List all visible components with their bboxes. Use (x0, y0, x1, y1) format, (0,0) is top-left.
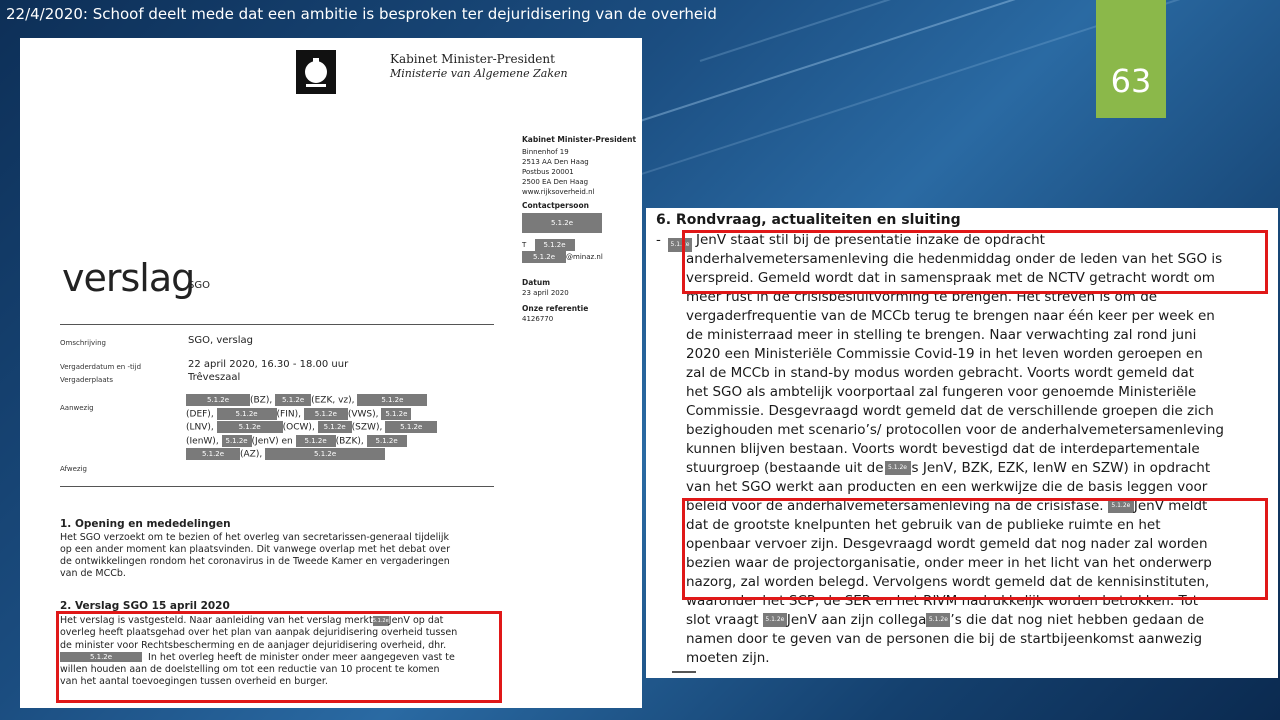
slide-number: 63 (1110, 62, 1152, 100)
redaction-block: 5.1.2e (535, 239, 575, 251)
datum-tijd-value: 22 april 2020, 16.30 - 18.00 uur (188, 359, 349, 370)
highlight-box (682, 498, 1268, 600)
slide-number-tab (1096, 0, 1166, 118)
text-line: dat de grootste knelpunten het gebruik van de publieke ruimte en het (686, 517, 1161, 533)
redaction-block: 5.1.2e (522, 251, 566, 263)
text-span: stuurgroep (bestaande uit de (686, 460, 884, 476)
redaction-block: 5.1.2e (385, 421, 437, 433)
redaction-block: 5.1.2e (522, 213, 602, 233)
right-document (646, 208, 1278, 678)
text-span: s JenV, BZK, EZK, IenW en SZW) in opdracht (911, 460, 1211, 476)
redaction-block: 5.1.2e (217, 408, 277, 420)
doc-heading-sub: SGO (188, 280, 210, 291)
section6-title: 6. Rondvraag, actualiteiten en sluiting (656, 212, 961, 228)
datum-tijd-label: Vergaderdatum en -tijd (60, 363, 142, 371)
text-line: Het SGO verzoekt om te bezien of het overleg van secretarissen-generaal tijdelijk (60, 532, 450, 543)
redaction-block: 5.1.2e (367, 435, 407, 447)
section1-text (60, 532, 450, 580)
crest-icon (296, 50, 336, 94)
org-sub: Ministerie van Algemene Zaken (390, 67, 568, 80)
aanwezig-label: Aanwezig (60, 404, 94, 412)
attendee-list: 5.1.2e (BZ), 5.1.2e (EZK, vz), 5.1.2e (DEF), 5.1.2e (FIN), 5.1.2e (VWS), 5.1.2e (LNV), 5.1.2e (OCW), 5.1.2e (SZW), 5.1.2e (IenW), 5.1.2e (JenV) en 5.1.2e (BZK), 5.1.2e 5.1.2e (AZ), 5.1.2e (186, 394, 476, 462)
text-line: de ontwikkelingen rondom het coronavirus in de Tweede Kamer en vergaderingen (60, 556, 450, 567)
datum-label: Datum (522, 278, 551, 287)
text-line: van de MCCb. (60, 568, 126, 579)
redaction-block: 5.1.2e (885, 461, 911, 475)
text-line: de ministerraad meer in stelling te brengen. Naar verwachting zal rond juni (686, 327, 1197, 343)
redaction-block: 5.1.2e (357, 394, 427, 406)
address-line: 2513 AA Den Haag (522, 158, 589, 166)
text-line: verspreid. Gemeld wordt dat in samenspraak met de NCTV getracht wordt om (686, 270, 1215, 286)
text-line: overleg heeft plaatsgehad over het plan van aanpak dejuridisering overheid tussen (60, 627, 458, 639)
text-line (686, 612, 1204, 628)
redaction-block: 5.1.2e (222, 435, 252, 447)
text-line: bezien waar de projectorganisatie, onder meer in het licht van het onderwerp (686, 555, 1212, 571)
text-line: Commissie. Desgevraagd wordt gemeld dat de verschillende groepen die zich (686, 403, 1214, 419)
address-line: www.rijksoverheid.nl (522, 188, 595, 196)
slide-title: 22/4/2020: Schoof deelt mede dat een ambitie is besproken ter dejuridisering van de overheid (6, 5, 717, 23)
sidebar-info (522, 134, 642, 325)
text-line: openbaar vervoer zijn. Desgevraagd wordt gemeld dat nog nader zal worden (686, 536, 1208, 552)
text-line: anderhalvemetersamenleving die hedenmiddag onder de leden van het SGO is (686, 251, 1223, 267)
omschrijving-value: SGO, verslag (188, 335, 253, 346)
sidebar-head: Kabinet Minister-President (522, 135, 637, 144)
text-span: slot vraagt (686, 612, 759, 628)
doc-heading: verslag (62, 256, 195, 300)
redaction-block: 5.1.2e (296, 435, 336, 447)
datum-value: 23 april 2020 (522, 289, 569, 297)
redaction-block: 5.1.2e (186, 394, 250, 406)
text-line (686, 460, 1210, 476)
text-line: van het SGO werkt aan producten en een werkwijze die de basis leggen voor (686, 479, 1208, 495)
text-line: In het overleg heeft de minister onder meer aangegeven vast te (148, 651, 455, 663)
redaction-block: 5.1.2e (217, 421, 283, 433)
redaction-block: 5.1.2e (60, 652, 142, 662)
plaats-value: Trêveszaal (188, 372, 241, 383)
text-span: JenV aan zijn collega (786, 612, 927, 628)
redaction-block: 5.1.2e (1108, 499, 1134, 513)
text-line: kunnen blijven bestaan. Voorts wordt bevestigd dat de interdepartementale (686, 441, 1200, 457)
section1-title: 1. Opening en mededelingen (60, 518, 231, 530)
redaction-block: 5.1.2e (265, 448, 385, 460)
redaction-block: 5.1.2e (926, 613, 950, 627)
contact-label: Contactpersoon (522, 201, 589, 210)
text-span: beleid voor de anderhalvemetersamenleving na de crisisfase. (686, 498, 1104, 514)
highlight-box (56, 611, 502, 703)
text-line: meer rust in de crisisbesluitvorming te brengen. Het streven is om de (686, 289, 1158, 305)
divider (60, 324, 494, 325)
address-line: Binnenhof 19 (522, 148, 569, 156)
redaction-block: 5.1.2e (381, 408, 411, 420)
org-name: Kabinet Minister-President (390, 52, 555, 66)
text-line: zal de MCCb in stand-by modus worden gebracht. Voorts wordt gemeld dat (686, 365, 1195, 381)
ref-label: Onze referentie (522, 304, 589, 313)
highlight-box (682, 230, 1268, 294)
text-line: namen door te geven van de personen die bij de startbijeenkomst aanwezig (686, 631, 1203, 647)
email-suffix: @minaz.nl (566, 253, 603, 261)
plaats-label: Vergaderplaats (60, 376, 114, 384)
address-line: Postbus 20001 (522, 168, 574, 176)
text-line: JenV staat stil bij de presentatie inzake de opdracht (696, 232, 1045, 248)
text-line: Het verslag is vastgesteld. Naar aanleiding van het verslag merkt (60, 615, 373, 626)
redaction-block: 5.1.2e (186, 448, 240, 460)
redaction-block: 5.1.2e (318, 421, 352, 433)
redaction-block: 5.1.2e (668, 238, 692, 252)
text-line: willen houden aan de doelstelling om tot een reductie van 10 procent te komen (60, 664, 440, 676)
text-line: waaronder het SCP, de SER en het RIVM nadrukkelijk worden betrokken. Tot (686, 593, 1199, 609)
text-line: JenV op dat (388, 615, 444, 626)
dash-bullet: - (656, 232, 661, 248)
text-line: nazorg, zal worden belegd. Vervolgens wordt gemeld dat de kennisinstituten, (686, 574, 1210, 590)
bg-streak (640, 0, 1280, 122)
omschrijving-label: Omschrijving (60, 339, 106, 347)
text-line: vergaderfrequentie van de MCCb terug te brengen naar één keer per week en (686, 308, 1215, 324)
redaction-block: 5.1.2e (763, 613, 787, 627)
text-line: moeten zijn. (686, 650, 770, 666)
text-line: de minister voor Rechtsbescherming en de aanjager dejuridisering overheid, dhr. (60, 639, 447, 651)
address-line: 2500 EA Den Haag (522, 178, 589, 186)
divider (60, 486, 494, 487)
footer-mark (672, 671, 696, 673)
section2-title: 2. Verslag SGO 15 april 2020 (60, 600, 230, 612)
text-line: 2020 een Ministeriële Commissie Covid-19 in het leven worden geroepen en (686, 346, 1203, 362)
text-line: het SGO als ambtelijk voorportaal zal fungeren voor genoemde Ministeriële (686, 384, 1197, 400)
redaction-block: 5.1.2e (372, 617, 389, 624)
sidebar-address (522, 147, 642, 197)
text-line: bezighouden met scenario’s/ protocollen voor de anderhalvemetersamenleving (686, 422, 1224, 438)
text-line: op een ander moment kan plaatsvinden. Dit vanwege overlap met het debat over (60, 544, 451, 555)
afwezig-label: Afwezig (60, 465, 87, 473)
text-span: ’s die dat nog niet hebben gedaan de (950, 612, 1205, 628)
t-label: T (522, 241, 527, 249)
redaction-block: 5.1.2e (275, 394, 311, 406)
text-span: JenV meldt (1133, 498, 1208, 514)
left-document (20, 38, 642, 708)
ref-value: 4126770 (522, 315, 554, 323)
text-line: van het aantal toevoegingen tussen overheid en burger. (60, 676, 328, 688)
redaction-block: 5.1.2e (304, 408, 348, 420)
